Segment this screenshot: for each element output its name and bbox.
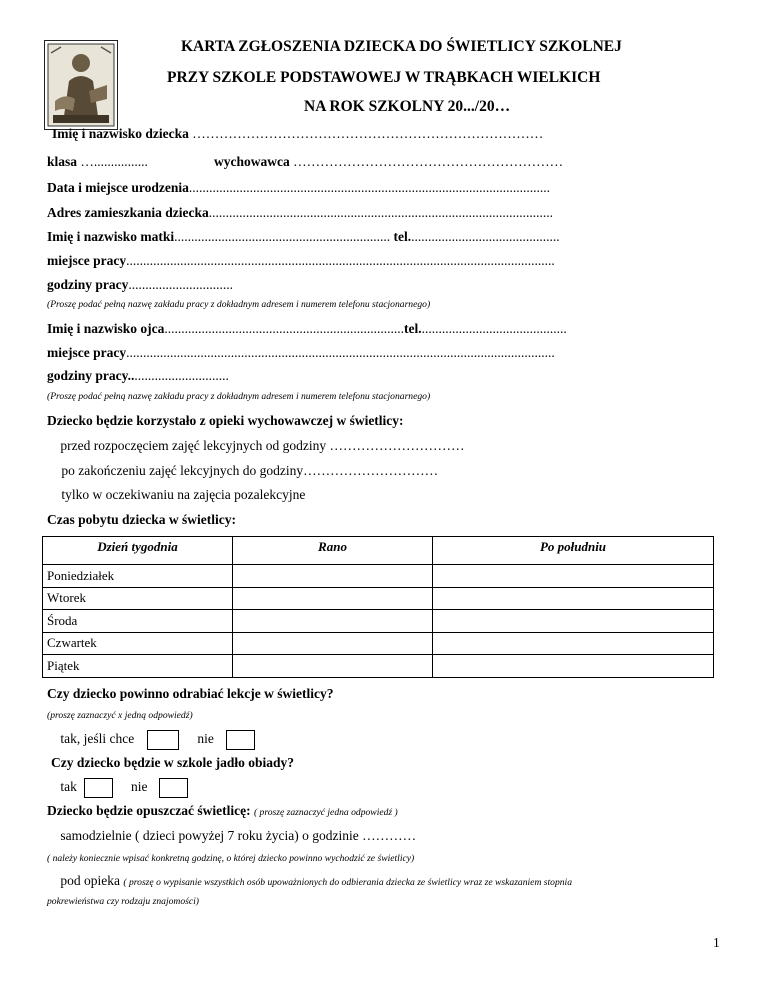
birth-field[interactable]: ...........................................................................................................: [188, 180, 550, 195]
leaving-escort-label: pod opieka: [60, 873, 120, 888]
lunch-yes[interactable]: [47, 779, 77, 795]
teacher-label: wychowawca: [214, 154, 290, 169]
father-hours-field[interactable]: ............................: [134, 368, 229, 383]
mother-name-field[interactable]: ................................................................: [174, 229, 391, 244]
afternoon-cell[interactable]: [433, 632, 714, 655]
form-title: KARTA ZGŁOSZENIA DZIECKA DO ŚWIETLICY SZKOLNEJ: [181, 38, 622, 55]
schedule-table: [42, 536, 714, 678]
mother-name-label: Imię i nazwisko matki: [47, 229, 175, 244]
care-option-after-label: po zakończeniu zajęć lekcyjnych do godziny…………………………: [61, 463, 439, 478]
care-option-before-label: przed rozpoczęciem zajęć lekcyjnych od godziny …………………………: [60, 438, 465, 453]
day-cell: Czwartek: [43, 632, 233, 655]
leaving-alone[interactable]: [47, 828, 416, 844]
birth-label: Data i miejsce urodzenia: [47, 180, 189, 195]
day-cell: Poniedziałek: [43, 565, 233, 588]
care-heading: Dziecko będzie korzystało z opieki wychowawczej w świetlicy:: [47, 413, 404, 428]
afternoon-cell[interactable]: [433, 565, 714, 588]
homework-yes[interactable]: [47, 731, 134, 747]
col-morning: Rano: [233, 537, 433, 565]
father-work-label: miejsce pracy: [47, 345, 127, 360]
form-subtitle-school: PRZY SZKOLE PODSTAWOWEJ W TRĄBKACH WIELKICH: [167, 69, 601, 86]
father-tel-field[interactable]: ...........................................: [421, 321, 567, 336]
care-option-after[interactable]: [48, 463, 438, 479]
homework-question: Czy dziecko powinno odrabiać lekcje w świetlicy?: [47, 686, 334, 701]
table-row: [43, 655, 714, 678]
address-label: Adres zamieszkania dziecka: [47, 205, 209, 220]
col-day: Dzień tygodnia: [43, 537, 233, 565]
col-afternoon: Po południu: [433, 537, 714, 565]
morning-cell[interactable]: [233, 587, 433, 610]
father-name-row[interactable]: [47, 321, 567, 337]
homework-no-label: nie: [197, 731, 214, 746]
afternoon-cell[interactable]: [433, 587, 714, 610]
address-field[interactable]: ......................................................................................................: [208, 205, 553, 220]
child-name-field[interactable]: ……………………………………………………………………: [192, 126, 544, 141]
homework-no-box[interactable]: [226, 730, 255, 750]
father-name-label: Imię i nazwisko ojca: [47, 321, 165, 336]
table-row: [43, 610, 714, 633]
form-subtitle-year: NA ROK SZKOLNY 20.../20…: [304, 98, 511, 115]
mother-work-field[interactable]: ...............................................................................................................................: [126, 253, 555, 268]
morning-cell[interactable]: [233, 610, 433, 633]
lunch-no-box[interactable]: [159, 778, 188, 798]
leaving-heading-row: [47, 803, 398, 819]
birth-row[interactable]: [47, 180, 550, 196]
teacher-field[interactable]: ……………………………………………………: [293, 154, 564, 169]
mother-tel-field[interactable]: ............................................: [411, 229, 560, 244]
homework-no[interactable]: [184, 731, 214, 747]
table-row: [43, 565, 714, 588]
mother-hours-field[interactable]: ...............................: [128, 277, 234, 292]
father-hours-label: godziny pracy..: [47, 368, 135, 383]
father-work-row[interactable]: [47, 345, 555, 361]
child-name-row[interactable]: [52, 126, 543, 142]
care-option-waiting[interactable]: [48, 487, 305, 503]
morning-cell[interactable]: [233, 655, 433, 678]
mother-work-label: miejsce pracy: [47, 253, 127, 268]
father-work-note: (Proszę podać pełną nazwę zakładu pracy z dokładnym adresem i numerem telefonu stacjonarnego): [47, 391, 431, 402]
leaving-escort-note: ( proszę o wypisanie wszystkich osób upoważnionych do odbierania dziecka ze świetlicy wraz ze wskazaniem stopnia: [123, 877, 573, 888]
day-cell: Wtorek: [43, 587, 233, 610]
mother-work-note: (Proszę podać pełną nazwę zakładu pracy z dokładnym adresem i numerem telefonu stacjonarnego): [47, 299, 431, 310]
lunch-yes-box[interactable]: [84, 778, 113, 798]
father-name-field[interactable]: .......................................................................: [164, 321, 404, 336]
father-tel-label: tel.: [404, 321, 422, 336]
afternoon-cell[interactable]: [433, 655, 714, 678]
care-option-before[interactable]: [47, 438, 465, 454]
leaving-escort-note-cont: pokrewieństwa czy rodzaju znajomości): [47, 896, 199, 907]
leaving-alone-label: samodzielnie ( dzieci powyżej 7 roku życia) o godzinie …………: [60, 828, 417, 843]
class-row[interactable]: [47, 154, 148, 170]
class-field[interactable]: …................: [80, 154, 148, 169]
father-work-field[interactable]: ...............................................................................................................................: [126, 345, 555, 360]
day-cell: Piątek: [43, 655, 233, 678]
teacher-row[interactable]: [214, 154, 563, 170]
lunch-no-label: nie: [131, 779, 148, 794]
schedule-header-row: [43, 537, 714, 565]
lunch-question: Czy dziecko będzie w szkole jadło obiady?: [51, 755, 294, 770]
school-logo: [44, 40, 118, 130]
morning-cell[interactable]: [233, 632, 433, 655]
homework-yes-label: tak, jeśli chce: [60, 731, 135, 746]
table-row: [43, 587, 714, 610]
lunch-yes-label: tak: [60, 779, 77, 794]
mother-work-row[interactable]: [47, 253, 555, 269]
mother-hours-row[interactable]: [47, 277, 233, 293]
homework-note: (proszę zaznaczyć x jedną odpowiedź): [47, 710, 193, 721]
father-hours-row[interactable]: [47, 368, 229, 384]
leaving-heading: Dziecko będzie opuszczać świetlicę:: [47, 803, 251, 818]
class-label: klasa: [47, 154, 78, 169]
day-cell: Środa: [43, 610, 233, 633]
address-row[interactable]: [47, 205, 553, 221]
homework-yes-box[interactable]: [147, 730, 179, 750]
morning-cell[interactable]: [233, 565, 433, 588]
care-option-waiting-label: tylko w oczekiwaniu na zajęcia pozalekcyjne: [61, 487, 306, 502]
schedule-heading: Czas pobytu dziecka w świetlicy:: [47, 512, 236, 527]
page-number: 1: [713, 935, 720, 950]
leaving-alone-note: ( należy koniecznie wpisać konkretną godzinę, o której dziecko powinno wychodzić ze świetlicy): [47, 853, 415, 864]
afternoon-cell[interactable]: [433, 610, 714, 633]
child-name-label: Imię i nazwisko dziecka: [52, 126, 189, 141]
table-row: [43, 632, 714, 655]
mother-tel-label: tel.: [393, 229, 412, 244]
leaving-escort[interactable]: [47, 873, 572, 889]
mother-hours-label: godziny pracy: [47, 277, 129, 292]
mother-name-row[interactable]: [47, 229, 560, 245]
leaving-heading-note: ( proszę zaznaczyć jedna odpowiedź ): [253, 807, 398, 818]
